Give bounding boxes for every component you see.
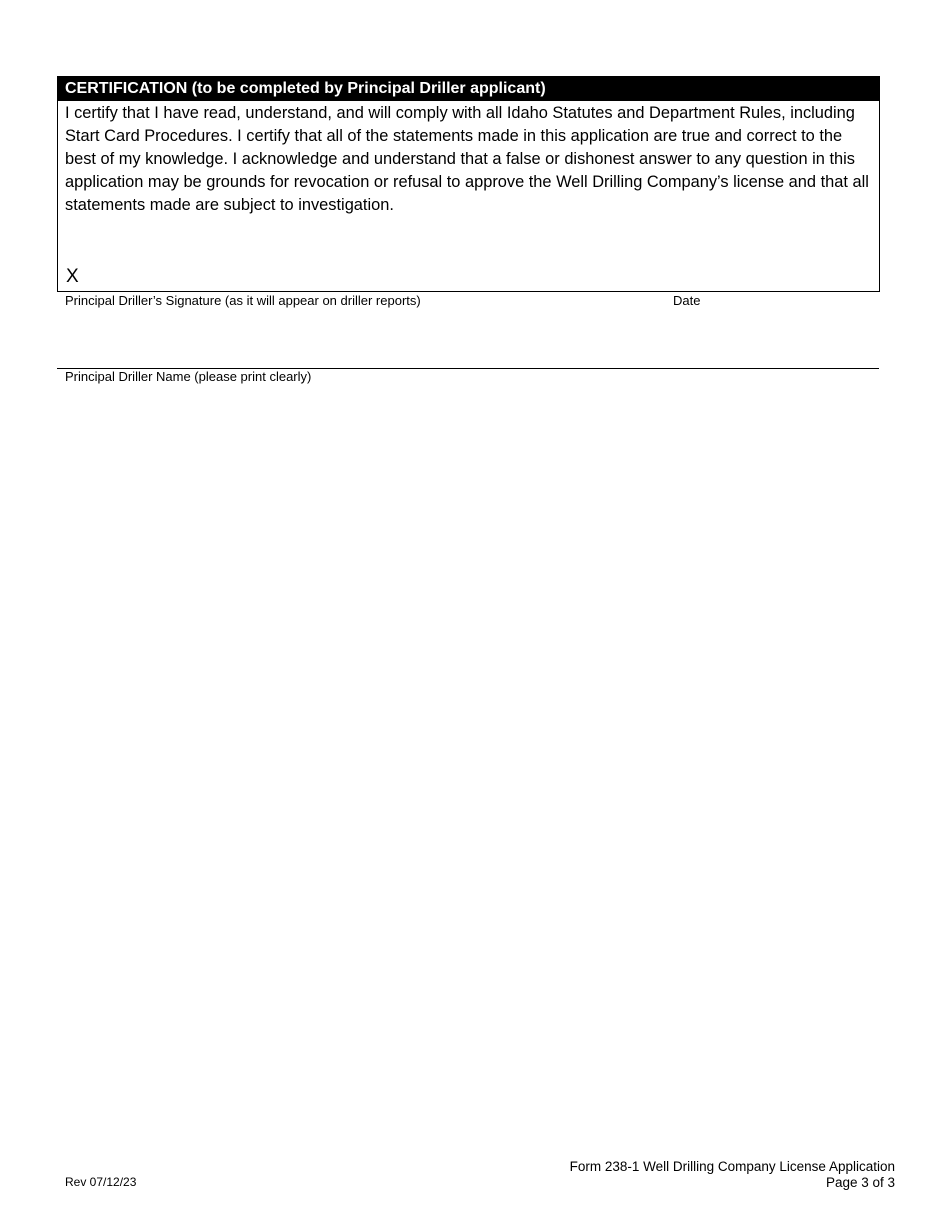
certification-section — [57, 76, 880, 292]
page-number: Page 3 of 3 — [825, 1175, 895, 1190]
signature-label: Principal Driller’s Signature (as it will appear on driller reports) — [65, 293, 421, 308]
revision-date: Rev 07/12/23 — [65, 1175, 137, 1189]
date-label: Date — [673, 293, 701, 308]
form-title: Form 238-1 Well Drilling Company License Application — [569, 1159, 895, 1174]
signature-field[interactable]: X — [66, 266, 79, 287]
name-label: Principal Driller Name (please print clearly) — [65, 369, 312, 384]
form-footer — [570, 1159, 895, 1191]
certification-header: CERTIFICATION (to be completed by Principal Driller applicant) — [58, 77, 879, 101]
certification-statement: I certify that I have read, understand, and will comply with all Idaho Statutes and Department Rules, including Start Card Procedures. I certify that all of the statements made in this application are true and correct to the best of my knowledge. I acknowledge and understand that a false or dishonest answer to any question in this application may be grounds for revocation or refusal to approve the Well Drilling Company’s license and that all statements made are subject to investigation. — [65, 104, 869, 214]
